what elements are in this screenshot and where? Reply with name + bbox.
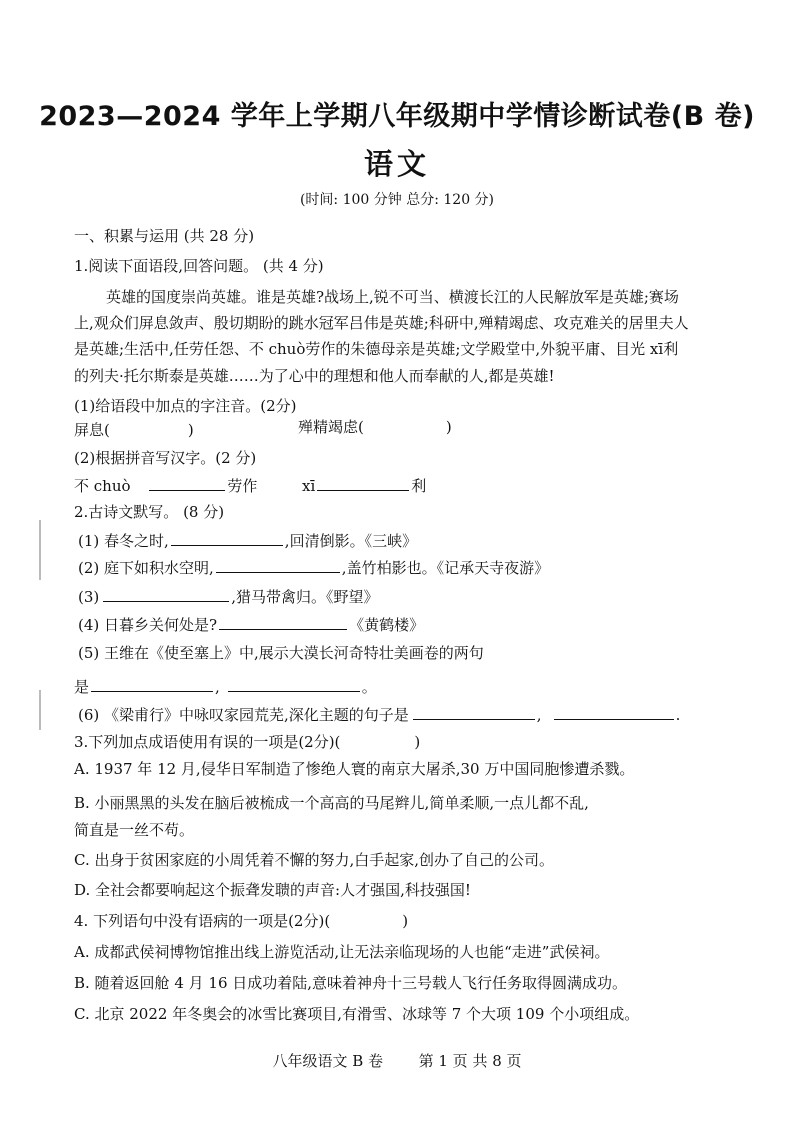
answer-blank[interactable] [216,556,340,573]
q3-option-c: C. 出身于贫困家庭的小周凭着不懈的努力,白手起家,创办了自己的公司。 [74,851,555,869]
binding-mark [39,520,41,580]
passage-line: 上,观众们屏息敛声、殷切期盼的跳水冠军吕伟是英雄;科研中,殚精竭虑、攻克难关的居里夫人 [74,314,689,332]
q3-option-b: B. 小丽黑黑的头发在脑后被梳成一个高高的马尾辫儿,简单柔顺,一点儿都不乱, [74,794,589,812]
q3-stem: 3.下列加点成语使用有误的一项是(2分)( ) [74,733,421,751]
section-heading: 一、积累与运用 (共 28 分) [74,227,255,245]
answer-blank[interactable] [149,474,225,491]
poem-line-5b: 是 , 。 [74,675,377,697]
q2-stem: 2.古诗文默写。 (8 分) [74,503,225,521]
answer-blank[interactable] [219,613,347,630]
answer-blank[interactable] [317,474,409,491]
answer-blank[interactable] [554,703,674,720]
answer-blank[interactable] [228,675,360,692]
poem-line-2: (2) 庭下如积水空明, ,盖竹柏影也。《记承天寺夜游》 [78,556,549,578]
q1-sub1: (1)给语段中加点的字注音。(2分) [74,397,297,415]
page-footer [0,1050,794,1071]
pinyin-answer-b: 殚精竭虑( ) [298,418,452,436]
poem-line-6: (6) 《梁甫行》中咏叹家园荒芜,深化主题的句子是 , . [78,703,680,725]
footer-page-number: 第 1 页 共 8 页 [418,1052,522,1070]
passage-line: 英雄的国度崇尚英雄。谁是英雄?战场上,锐不可当、横渡长江的人民解放军是英雄;赛场 [106,288,679,306]
answer-blank[interactable] [91,675,213,692]
q3-option-b-cont: 简直是一丝不苟。 [74,821,195,839]
q3-option-d: D. 全社会都要响起这个振聋发聩的声音:人才强国,科技强国! [74,881,471,899]
subject-title: 语文 [363,147,430,181]
pinyin-answer-a: 屏息( ) [74,421,194,439]
footer-paper-name: 八年级语文 B 卷 [272,1052,384,1070]
poem-line-5: (5) 王维在《使至塞上》中,展示大漠长河奇特壮美画卷的两句 [78,644,484,662]
time-info: (时间: 100 分钟 总分: 120 分) [299,192,495,208]
q4-option-c: C. 北京 2022 年冬奥会的冰雪比赛项目,有滑雪、冰球等 7 个大项 109 个小项组成。 [74,1005,640,1023]
answer-blank[interactable] [103,585,229,602]
poem-line-3: (3) ,猎马带禽归。《野望》 [78,585,379,607]
answer-blank[interactable] [171,529,283,546]
binding-mark [39,690,41,730]
q1-sub2: (2)根据拼音写汉字。(2 分) [74,449,257,467]
q1-stem: 1.阅读下面语段,回答问题。 (共 4 分) [74,257,324,275]
q4-stem: 4. 下列语句中没有语病的一项是(2分)( ) [74,912,409,930]
q4-option-b: B. 随着返回舱 4 月 16 日成功着陆,意味着神舟十三号载人飞行任务取得圆满成功。 [74,974,628,992]
pinyin-prompt: 殚精竭虑( [298,418,364,436]
q4-option-a: A. 成都武侯祠博物馆推出线上游览活动,让无法亲临现场的人也能“走进”武侯祠。 [74,943,610,961]
exam-title: 2023—2024 学年上学期八年级期中学情诊断试卷(B 卷) [39,101,755,132]
passage-line: 是英雄;生活中,任劳任怨、不 chuò劳作的朱德母亲是英雄;文学殿堂中,外貌平庸、目光 xī利 [74,340,679,358]
hanzi-answer-a: 不 chuò 劳作 [74,474,257,496]
poem-line-1: (1) 春冬之时, ,回清倒影。《三峡》 [78,529,417,551]
q3-option-a: A. 1937 年 12 月,侵华日军制造了惨绝人寰的南京大屠杀,30 万中国同胞惨遭杀戮。 [74,760,635,778]
pinyin-prompt: 屏息( [74,421,110,439]
hanzi-answer-b: xī 利 [302,474,426,496]
poem-line-4: (4) 日暮乡关何处是? 《黄鹤楼》 [78,613,424,635]
answer-blank[interactable] [413,703,535,720]
passage-line: 的列夫·托尔斯泰是英雄……为了心中的理想和他人而奉献的人,都是英雄! [74,367,555,385]
